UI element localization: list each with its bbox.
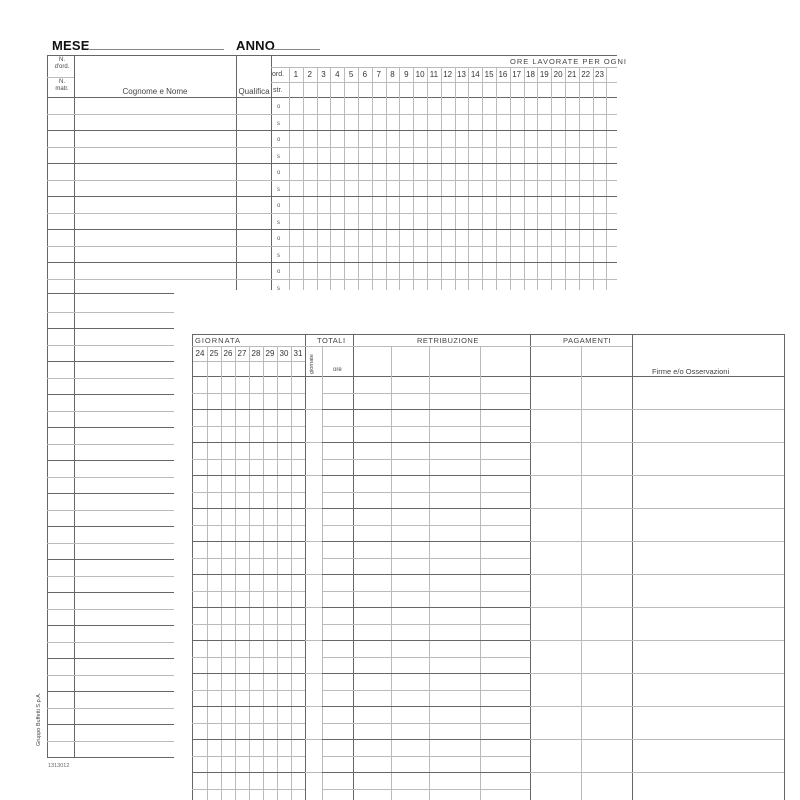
row-line [530,475,784,476]
day-number-31: 31 [293,349,303,358]
day-column-line [358,67,359,290]
overtime-hours-marker: s [277,285,280,292]
overtime-hours-marker: s [277,219,280,226]
row-line [530,541,784,542]
row-line [305,508,322,509]
day-column-line [317,67,318,290]
row-line [192,723,305,724]
row-line [192,624,305,625]
day-number-20: 20 [553,70,563,79]
day-column-line [330,67,331,290]
day-column-line [207,346,208,800]
row-line [47,147,617,148]
row-line [47,279,617,280]
row-line [322,723,530,724]
table2-top-border [192,334,784,335]
row-line [47,559,174,560]
day-number-25: 25 [209,349,219,358]
n-matr-line1: N. [59,79,65,85]
day-number-4: 4 [335,70,340,79]
row-line [322,657,530,658]
day-column-line [565,67,566,290]
row-line [47,477,174,478]
day-column-line [551,67,552,290]
row-line [192,442,305,443]
str-header: str. [273,87,283,94]
row-line [47,576,174,577]
day-column-line [386,67,387,290]
day-column-line [413,67,414,290]
row-line [192,772,305,773]
row-line [322,426,530,427]
day-column-line [482,67,483,290]
row-line [192,673,305,674]
row-line [192,574,305,575]
row-line [305,574,322,575]
row-line [322,558,530,559]
row-line [192,393,305,394]
retribuzione-border [353,334,354,800]
day-number-11: 11 [429,70,439,79]
overtime-hours-marker: s [277,153,280,160]
row-line [530,739,784,740]
day-number-15: 15 [484,70,494,79]
row-line [322,574,530,575]
row-line [530,409,784,410]
totali-border [305,334,306,800]
publisher-label: Gruppo Buffetti S.p.A. [36,692,42,746]
day-number-28: 28 [251,349,261,358]
day-column-line [303,67,304,290]
row-line [47,345,174,346]
day-column-line [510,67,511,290]
day-column-line [263,346,264,800]
retribuzione-header: RETRIBUZIONE [417,336,479,345]
n-ord-line1: N. [59,57,65,63]
firme-header: Firme e/o Osservazioni [652,367,730,376]
row-line [322,789,530,790]
day-column-line [289,67,290,290]
row-line [47,114,617,115]
qualifica-column-border [236,55,237,290]
row-line [322,607,530,608]
overtime-hours-marker: s [277,120,280,127]
row-line [530,706,784,707]
row-line [322,673,530,674]
day-number-29: 29 [265,349,275,358]
name-column-border [74,55,75,757]
row-line [192,409,305,410]
row-line [322,393,530,394]
row-line [192,690,305,691]
year-label: ANNO [236,38,276,53]
day-number-5: 5 [348,70,354,79]
row-line [530,607,784,608]
row-line [305,607,322,608]
firme-border [632,334,633,800]
day-number-24: 24 [195,349,205,358]
table2-header-bottom [192,376,784,377]
ord-header: ord. [272,71,285,78]
row-line [47,642,174,643]
row-line [322,475,530,476]
day-column-line [291,346,292,800]
pagamenti-col-line [581,346,582,800]
day-number-21: 21 [567,70,577,79]
day-column-line [537,67,538,290]
row-line [47,229,617,230]
table-top-border [47,55,617,56]
hours-group-header: ORE LAVORATE PER OGNI [510,57,627,66]
row-line [530,640,784,641]
day-number-26: 26 [223,349,233,358]
row-line [47,526,174,527]
row-line [47,724,174,725]
row-line [47,510,174,511]
day-number-27: 27 [237,349,247,358]
row-line [192,657,305,658]
day-column-line [579,67,580,290]
row-line [322,772,530,773]
row-line [47,741,174,742]
n-matr-header [52,79,72,93]
row-line [192,525,305,526]
row-line [305,706,322,707]
day-column-line [441,67,442,290]
row-line [47,246,617,247]
row-line [47,543,174,544]
row-line [192,492,305,493]
row-line [47,691,174,692]
row-line [322,409,530,410]
row-line [305,409,322,410]
month-label: MESE [52,38,90,53]
row-line [47,196,617,197]
day-column-line [593,67,594,290]
day-number-2: 2 [307,70,312,79]
row-line [192,591,305,592]
pagamenti-header: PAGAMENTI [563,336,612,345]
row-line [47,180,617,181]
day-number-17: 17 [512,70,522,79]
row-line [322,541,530,542]
row-line [47,361,174,362]
day-column-line [427,67,428,290]
row-line [322,591,530,592]
year-field[interactable] [270,49,320,50]
day-column-line [468,67,469,290]
row-line [322,739,530,740]
retribuzione-col-line [480,346,481,800]
day-number-12: 12 [443,70,453,79]
row-line [192,459,305,460]
qualifica-header: Qualifica [238,87,270,96]
row-line [305,739,322,740]
row-line [305,640,322,641]
row-line [47,394,174,395]
ore-header: ore [333,367,342,373]
row-line [192,475,305,476]
day-number-6: 6 [362,70,368,79]
row-line [47,328,174,329]
group-header-divider [192,346,632,347]
row-line [47,312,174,313]
row-line [530,772,784,773]
row-line [47,293,174,294]
day-number-30: 30 [279,349,289,358]
month-field[interactable] [88,49,224,50]
form-code: 1313012 [48,763,70,769]
day-column-line [399,67,400,290]
table-left-border [47,55,48,757]
day-number-23: 23 [595,70,604,79]
day-number-3: 3 [321,70,326,79]
row-line [47,130,617,131]
row-line [322,640,530,641]
day-column-line [249,346,250,800]
row-line [322,525,530,526]
row-line [192,508,305,509]
giornata-header: GIORNATA [195,336,242,345]
day-number-7: 7 [376,70,381,79]
row-line [47,411,174,412]
row-line [192,756,305,757]
row-line [305,475,322,476]
retribuzione-col-line [429,346,430,800]
table2-right-border [784,334,785,800]
row-line [47,675,174,676]
giornate-header: giornate [309,354,315,374]
row-line [322,706,530,707]
day-number-16: 16 [498,70,508,79]
row-line [530,673,784,674]
retribuzione-col-line [391,346,392,800]
pagamenti-border [530,334,531,800]
row-line [192,541,305,542]
row-line [47,609,174,610]
table-bottom-border [47,757,174,758]
row-line [322,756,530,757]
day-number-22: 22 [581,70,591,79]
row-line [192,789,305,790]
ordinary-hours-marker: o [277,269,281,275]
row-line [305,541,322,542]
row-line [322,690,530,691]
row-line [47,163,617,164]
row-line [322,492,530,493]
n-ord-header [52,57,72,71]
day-number-19: 19 [539,70,549,79]
row-line [530,508,784,509]
day-column-line [524,67,525,290]
row-line [47,427,174,428]
day-number-8: 8 [390,70,395,79]
day-number-14: 14 [470,70,480,79]
row-line [47,378,174,379]
overtime-hours-marker: s [277,252,280,259]
row-line [47,625,174,626]
day-column-line [606,67,607,290]
row-line [192,607,305,608]
n-ord-line2: d'ord. [54,64,70,70]
ordinary-hours-marker: o [277,236,281,242]
header-divider [47,77,74,78]
ordinary-hours-marker: o [277,170,281,176]
row-line [47,460,174,461]
day-number-1: 1 [293,70,299,79]
row-line [305,673,322,674]
row-line [47,213,617,214]
row-line [192,426,305,427]
row-line [322,459,530,460]
row-line [192,706,305,707]
row-line [192,739,305,740]
day-column-line [496,67,497,290]
row-line [305,772,322,773]
day-column-line [277,346,278,800]
totali-header: TOTALI [317,336,346,345]
row-line [192,558,305,559]
row-line [47,658,174,659]
ordinary-hours-marker: o [277,137,281,143]
name-header: Cognome e Nome [122,87,188,96]
ordinary-hours-marker: o [277,104,281,110]
day-column-line [455,67,456,290]
n-matr-line2: matr. [55,86,69,92]
day-column-line [344,67,345,290]
row-line [47,493,174,494]
day-column-line [235,346,236,800]
row-line [47,708,174,709]
header-bottom [47,97,617,98]
row-line [322,442,530,443]
row-line [47,592,174,593]
day-number-18: 18 [526,70,535,79]
row-line [530,574,784,575]
row-line [530,442,784,443]
day-number-13: 13 [457,70,466,79]
day-column-line [221,346,222,800]
table2-left-border [192,334,193,800]
row-line [47,262,617,263]
giornate-ore-divider [322,346,323,800]
ordinary-hours-marker: o [277,203,281,209]
row-line [322,508,530,509]
row-line [305,442,322,443]
row-line [192,640,305,641]
row-line [47,444,174,445]
overtime-hours-marker: s [277,186,280,193]
row-line [322,624,530,625]
day-number-9: 9 [404,70,409,79]
day-column-line [372,67,373,290]
hours-column-border [271,55,272,290]
day-number-10: 10 [415,70,425,79]
